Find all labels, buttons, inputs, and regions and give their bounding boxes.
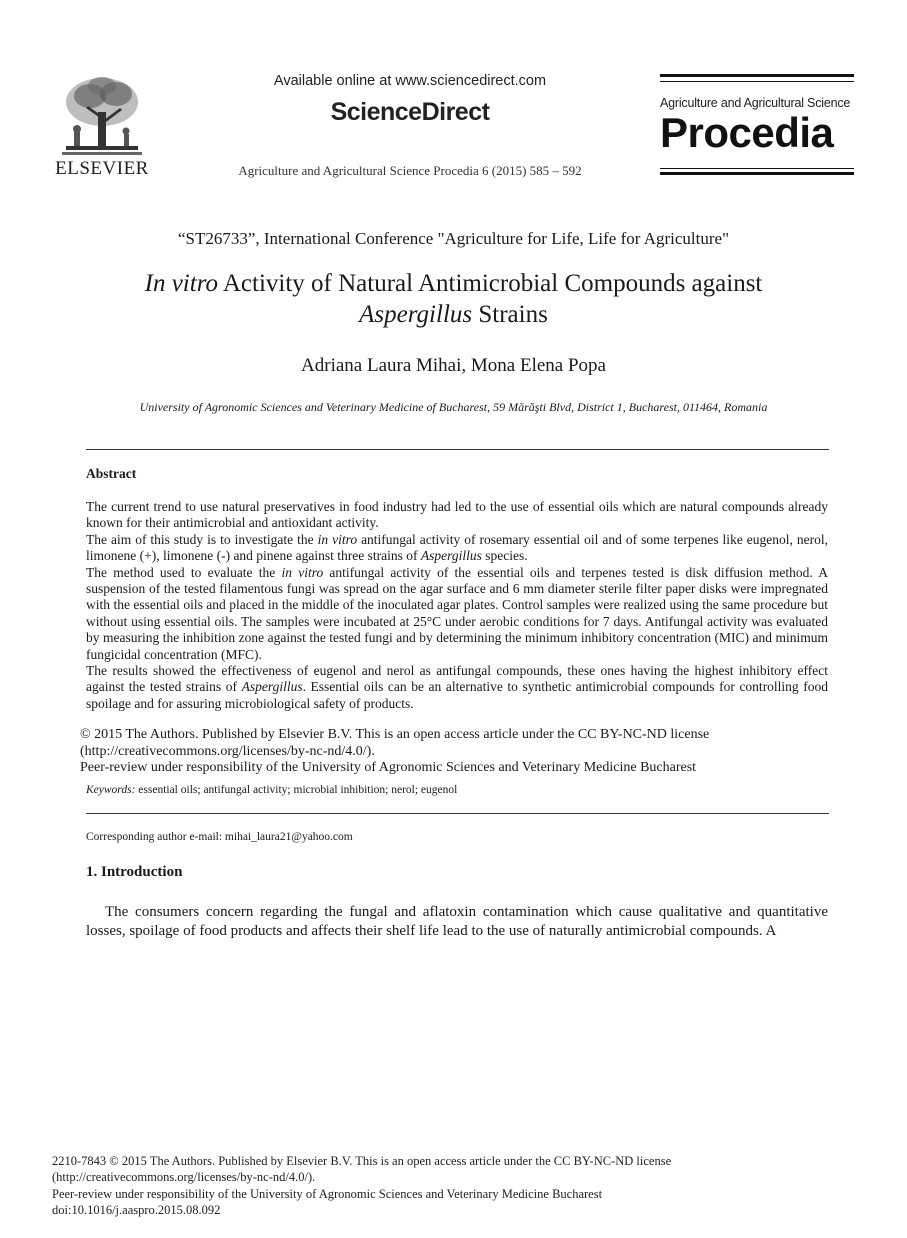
abstract-body <box>86 499 828 712</box>
corresponding-author: Corresponding author e-mail: mihai_laura21@yahoo.com <box>86 831 353 843</box>
abstract-text: The results showed the effectiveness of eugenol and nerol as antifungal compounds, these ones having the highest inhibitory effect against the tested strains of <box>86 663 828 695</box>
license-block <box>80 727 840 777</box>
journal-brand: Procedia <box>660 109 834 156</box>
title-italic-aspergillus: Aspergillus <box>359 301 473 328</box>
footer-link[interactable]: (http://creativecommons.org/licenses/by-nc-nd/4.0/). <box>52 1170 316 1185</box>
authors: Adriana Laura Mihai, Mona Elena Popa <box>301 355 606 376</box>
license-line: © 2015 The Authors. Published by Elsevier B.V. This is an open access article under the CC BY-NC-ND license <box>80 727 710 742</box>
journal-brand-box <box>660 74 854 176</box>
license-line: Peer-review under responsibility of the University of Agronomic Sciences and Veterinary Medicine Bucharest <box>80 760 697 776</box>
abstract-italic: Aspergillus <box>241 679 303 695</box>
abstract-italic: in vitro <box>281 564 324 580</box>
footer <box>52 1153 852 1219</box>
divider-top <box>86 449 829 450</box>
section-heading-introduction: 1. Introduction <box>86 864 183 880</box>
title-italic-in-vitro: In vitro <box>144 270 218 297</box>
abstract-text: antifungal activity of the essential oils and terpenes tested is disk diffusion method. A suspension of the tested filamentous fungi was spread on the agar surface and 6 mm diameter sterile filter paper disks were impregnated with the essential oils and placed in the middle of the inoculated agar plates. Control samples were realized using the same procedure but without using essential oils. The samples were incubated at 25°C under aerobic conditions for 7 days. Antifungal activity was evaluated by measuring the inhibition zone against the tested fungi and by determining the minimum inhibitory concentration (MIC) and minimum fungicidal concentration (MFC). <box>86 564 828 662</box>
abstract-paragraph: The current trend to use natural preservatives in food industry had led to the use of essential oils which are natural compounds already known for their antimicrobial and antioxidant activity. <box>86 499 828 531</box>
conference-name: “ST26733”, International Conference "Agriculture for Life, Life for Agriculture" <box>177 229 730 248</box>
journal-series: Agriculture and Agricultural Science <box>660 96 851 110</box>
footer-line: 2210-7843 © 2015 The Authors. Published by Elsevier B.V. This is an open access article under the CC BY-NC-ND license <box>52 1154 672 1168</box>
footer-line: Peer-review under responsibility of the University of Agronomic Sciences and Veterinary Medicine Bucharest <box>52 1186 603 1201</box>
abstract-italic: Aspergillus <box>420 548 482 564</box>
abstract-paragraph <box>86 663 828 712</box>
available-online-text: Available online at www.sciencedirect.com <box>273 73 547 89</box>
abstract-heading: Abstract <box>86 466 137 481</box>
introduction-paragraph: The consumers concern regarding the fungal and aflatoxin contamination which cause qualitative and quantitative losses, spoilage of food products and affects their shelf life lead to the use of naturally antimicrobial compounds. A <box>86 904 828 939</box>
elsevier-logo <box>52 72 152 182</box>
license-link[interactable]: (http://creativecommons.org/licenses/by-nc-nd/4.0/). <box>80 743 375 759</box>
abstract-text: The aim of this study is to investigate the <box>86 531 318 547</box>
brand-rule-bottom-thin <box>660 168 854 169</box>
elsevier-tree-icon <box>60 72 144 158</box>
abstract-text: . Essential oils can be an alternative to synthetic antimicrobial compounds for controlling food spoilage and for assuring microbiological safety of products. <box>86 679 829 711</box>
title-text-2: Strains <box>472 301 548 328</box>
sciencedirect-logo-text: ScienceDirect <box>330 98 490 126</box>
keywords-label: Keywords: <box>86 784 136 796</box>
abstract-italic: in vitro <box>317 531 358 547</box>
abstract-paragraph <box>86 565 828 663</box>
footer-doi[interactable]: doi:10.1016/j.aaspro.2015.08.092 <box>52 1203 221 1218</box>
abstract-paragraph <box>86 532 828 565</box>
brand-rule-bottom <box>660 172 854 175</box>
divider-bottom <box>86 813 829 814</box>
keywords-text: essential oils; antifungal activity; microbial inhibition; nerol; eugenol <box>135 784 458 796</box>
brand-rule-top <box>660 74 854 77</box>
affiliation: University of Agronomic Sciences and Veterinary Medicine of Bucharest, 59 Mărăşti Blvd, District 1, Bucharest, 011464, Romania <box>139 400 768 414</box>
abstract-text: The method used to evaluate the <box>86 564 282 580</box>
abstract-text: antifungal activity of rosemary essential oil and of some terpenes like eugenol, nerol, limonene (+), limonene (-) and pinene against three strains of <box>86 531 828 564</box>
article-title <box>60 268 847 330</box>
publisher-name: ELSEVIER <box>55 158 149 179</box>
abstract-text: species. <box>481 548 528 564</box>
keywords <box>86 784 457 796</box>
brand-rule-top-thin <box>660 81 854 82</box>
journal-reference: Agriculture and Agricultural Science Procedia 6 (2015) 585 – 592 <box>238 163 582 178</box>
title-text-1: Activity of Natural Antimicrobial Compounds against <box>218 270 763 297</box>
